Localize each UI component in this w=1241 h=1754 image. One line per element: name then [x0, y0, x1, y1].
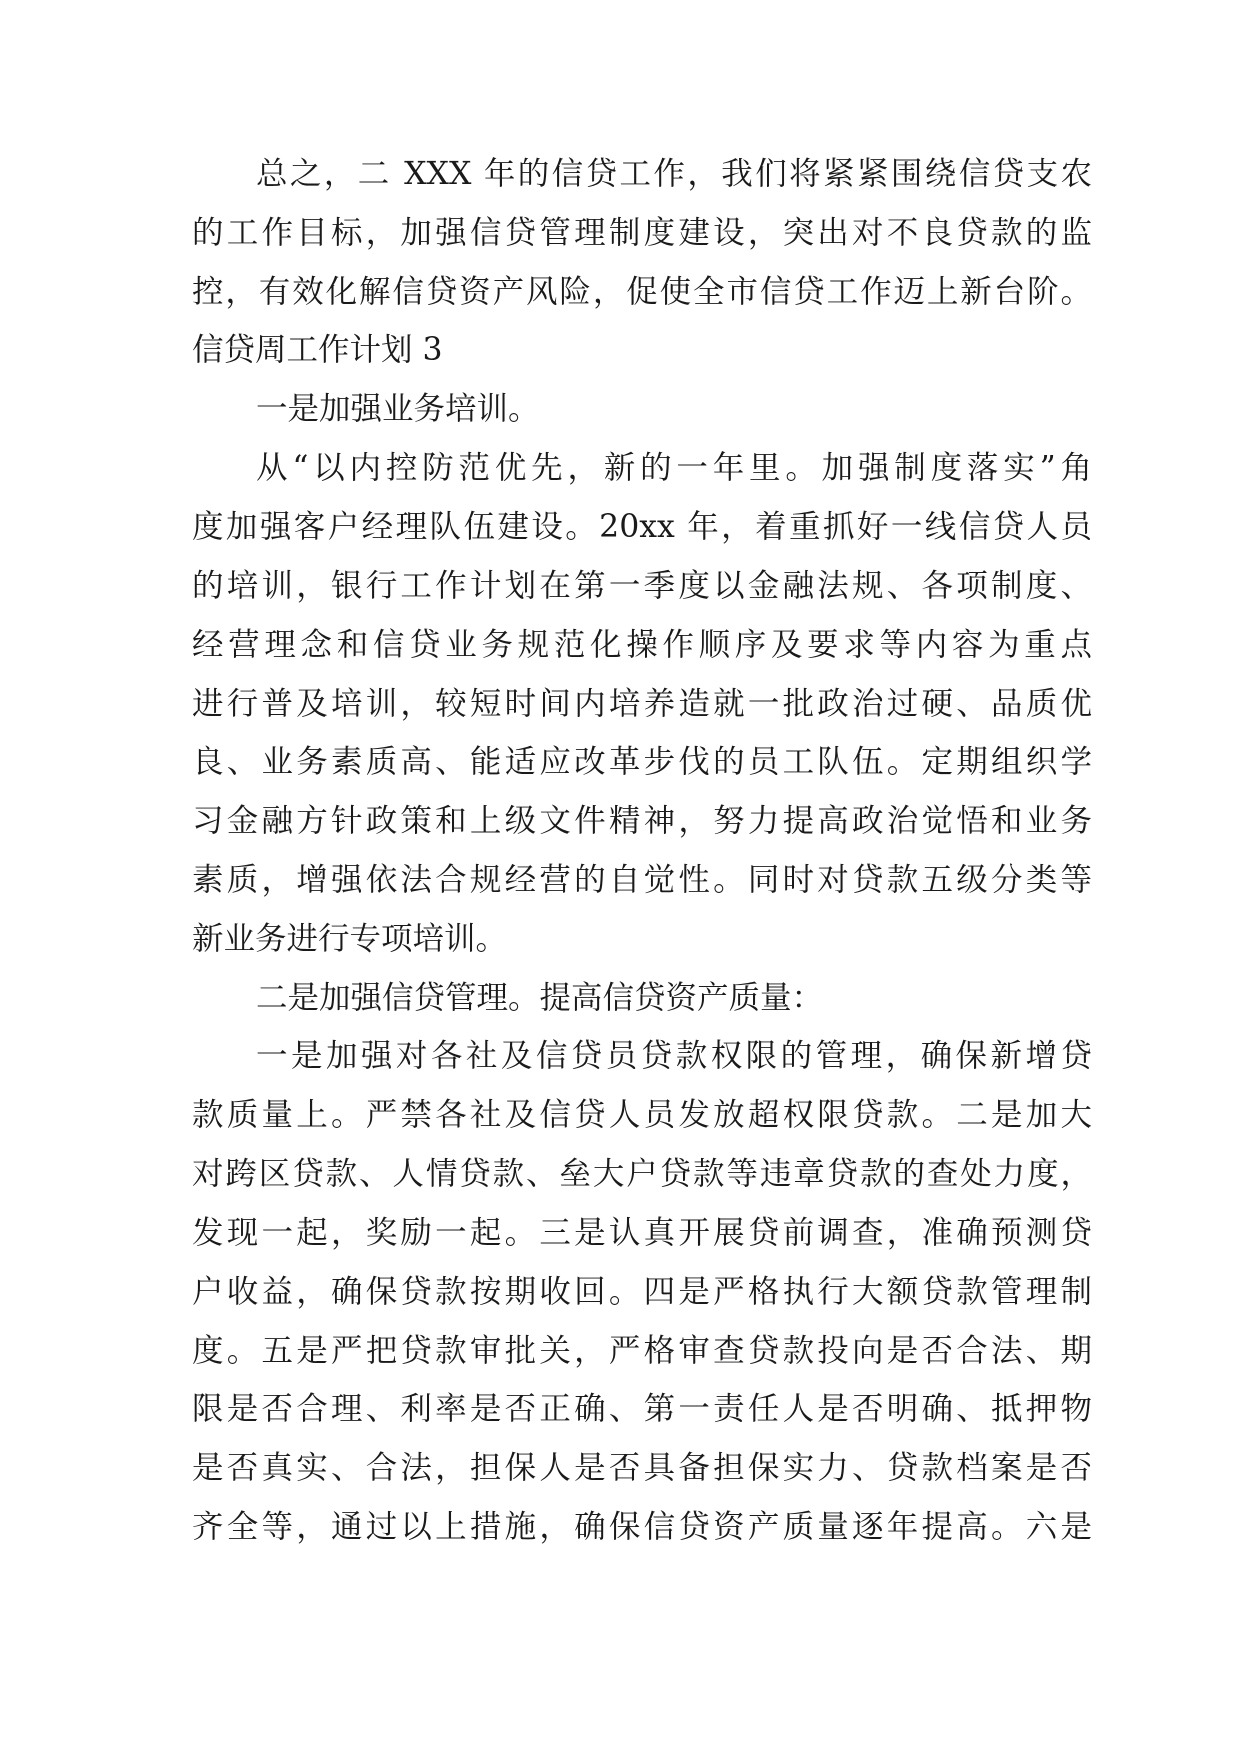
paragraph-line: 度。五是严把贷款审批关，严格审查贷款投向是否合法、期: [192, 1333, 1092, 1369]
paragraph-line: 限是否合理、利率是否正确、第一责任人是否明确、抵押物: [192, 1391, 1092, 1427]
paragraph-line: 度加强客户经理队伍建设。20xx 年，着重抓好一线信贷人员: [192, 509, 1092, 545]
paragraph-line: 对跨区贷款、人情贷款、垒大户贷款等违章贷款的查处力度，: [192, 1156, 1092, 1192]
paragraph-line: 从“以内控防范优先，新的一年里。加强制度落实”角: [256, 450, 1092, 486]
section-heading: 信贷周工作计划 3: [192, 332, 443, 368]
paragraph-line: 户收益，确保贷款按期收回。四是严格执行大额贷款管理制: [192, 1274, 1092, 1310]
paragraph-line: 新业务进行专项培训。: [192, 921, 508, 957]
paragraph-line: 发现一起，奖励一起。三是认真开展贷前调查，准确预测贷: [192, 1215, 1092, 1251]
paragraph-line: 二是加强信贷管理。提高信贷资产质量：: [256, 980, 824, 1016]
paragraph-line: 良、业务素质高、能适应改革步伐的员工队伍。定期组织学: [192, 744, 1092, 780]
paragraph-line: 是否真实、合法，担保人是否具备担保实力、贷款档案是否: [192, 1450, 1092, 1486]
paragraph-line: 控，有效化解信贷资产风险，促使全市信贷工作迈上新台阶。: [192, 274, 1092, 310]
paragraph-line: 的工作目标，加强信贷管理制度建设，突出对不良贷款的监: [192, 215, 1092, 251]
paragraph-line: 经营理念和信贷业务规范化操作顺序及要求等内容为重点: [192, 627, 1092, 663]
paragraph-line: 素质，增强依法合规经营的自觉性。同时对贷款五级分类等: [192, 862, 1092, 898]
paragraph-line: 总之，二 XXX 年的信贷工作，我们将紧紧围绕信贷支农: [256, 156, 1092, 192]
paragraph-line: 的培训，银行工作计划在第一季度以金融法规、各项制度、: [192, 568, 1092, 604]
paragraph-line: 习金融方针政策和上级文件精神，努力提高政治觉悟和业务: [192, 803, 1092, 839]
paragraph-line: 进行普及培训，较短时间内培养造就一批政治过硬、品质优: [192, 686, 1092, 722]
paragraph-line: 款质量上。严禁各社及信贷人员发放超权限贷款。二是加大: [192, 1097, 1092, 1133]
paragraph-line: 一是加强对各社及信贷员贷款权限的管理，确保新增贷: [256, 1038, 1092, 1074]
paragraph-line: 齐全等，通过以上措施，确保信贷资产质量逐年提高。六是: [192, 1509, 1092, 1545]
paragraph-line: 一是加强业务培训。: [256, 391, 540, 427]
